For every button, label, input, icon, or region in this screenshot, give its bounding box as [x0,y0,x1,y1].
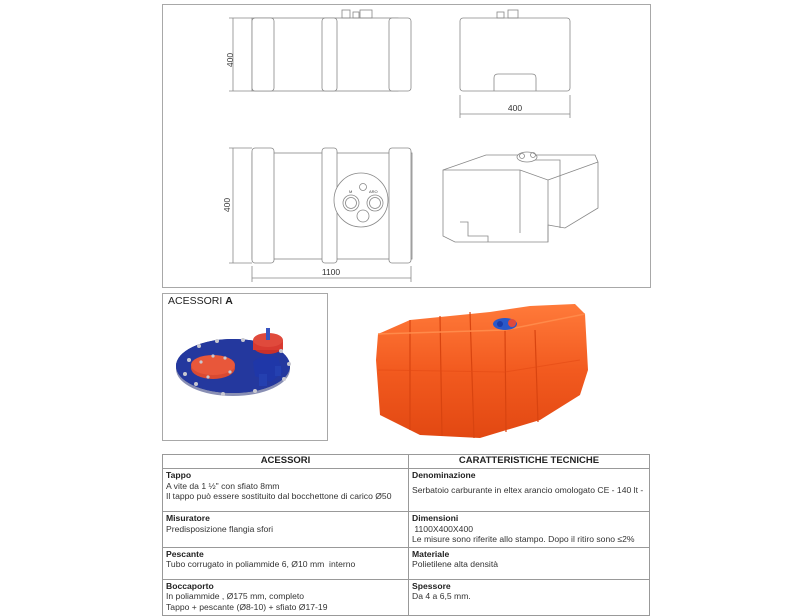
table-row [163,579,650,615]
spec-cell [409,512,650,548]
technical-drawings [0,0,800,290]
spec-line: Serbatoio carburante in eltex arancio omologato CE - 140 lt - [412,484,644,495]
spec-line: Le misure sono riferite allo stampo. Dopo il ritiro sono ≤2% [412,534,635,544]
fuel-tank-photo [370,300,595,445]
front-view-drawing [460,10,570,118]
header-technical-specs: CARATTERISTICHE TECNICHE [409,455,650,469]
flange-accessory-photo [163,294,327,440]
accessories-title-prefix: ACESSORI [168,295,226,307]
side-view-drawing [225,10,411,91]
isometric-view-drawing [443,152,598,242]
accessory-cell [163,579,409,615]
spec-cell [409,579,650,615]
spec-line: Polietilene alta densità [412,559,498,569]
specifications-table [162,454,650,616]
top-view-height-label: 400 [222,197,232,213]
table-row [163,512,650,548]
spec-title: Denominazione [412,470,476,480]
spec-cell [409,547,650,579]
accessory-line: Tappo + pescante (Ø8-10) + sfiato Ø17-19 [166,601,328,612]
accessory-title: Tappo [166,470,192,480]
spec-cell [409,469,650,512]
accessories-title-suffix: A [225,295,233,307]
flange-label-aro: ARO [369,189,378,194]
accessory-line: Il tappo può essere sostituito dal bocchettone di carico Ø50 [166,491,392,501]
table-row [163,469,650,512]
accessory-cell [163,547,409,579]
spec-title: Dimensioni [412,513,459,523]
accessory-line: Predisposizione flangia sfori [166,523,274,534]
side-view-height-label: 400 [225,52,235,68]
accessory-title: Misuratore [166,513,210,523]
header-accessories: ACESSORI [163,455,409,469]
spec-title: Spessore [412,580,451,591]
accessory-title: Boccaporto [166,580,214,591]
accessory-title: Pescante [166,548,204,559]
accessory-line: In poliammide , Ø175 mm, completo [166,591,305,601]
table-header-row [163,455,650,469]
accessory-cell [163,512,409,548]
accessory-line: A vite da 1 ½" con sfiato 8mm [166,480,280,491]
flange-label-m: M [349,189,353,194]
top-view-length-label: 1100 [321,267,341,277]
table-row [163,547,650,579]
spec-title: Materiale [412,548,450,559]
front-view-width-label: 400 [507,103,523,113]
top-view-drawing [222,148,412,282]
accessory-line: Tubo corrugato in poliammide 6, Ø10 mm interno [166,559,356,569]
spec-line: Da 4 a 6,5 mm. [412,591,471,601]
accessories-image-box [162,293,328,441]
spec-line: 1100X400X400 [412,523,474,534]
accessory-cell [163,469,409,512]
